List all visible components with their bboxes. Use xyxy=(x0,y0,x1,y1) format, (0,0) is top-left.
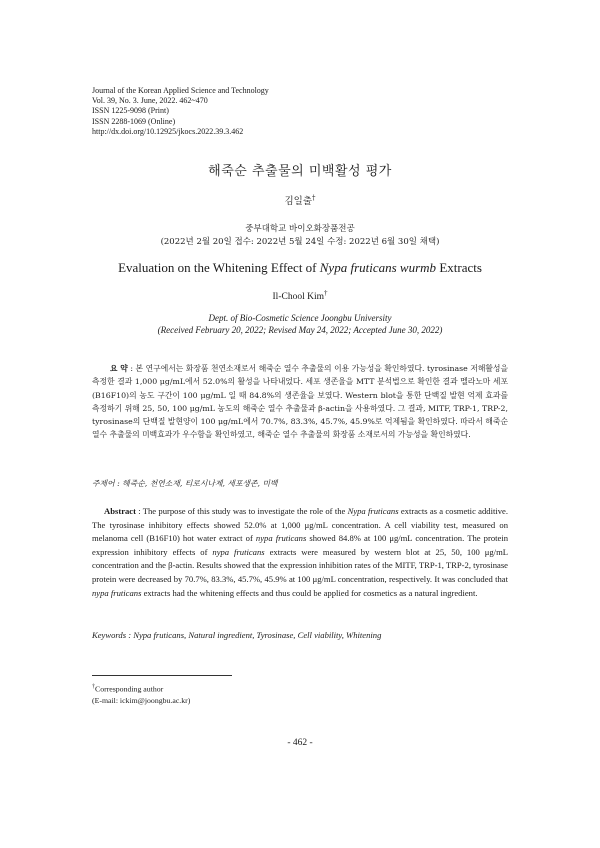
abstract-text: : The purpose of this study was to investigate the role of the xyxy=(135,506,348,516)
title-korean: 해죽순 추출물의 미백활성 평가 xyxy=(208,164,392,179)
author-korean-name: 김일출 xyxy=(284,196,313,207)
abstract-korean-lead: 요 약 xyxy=(110,364,128,373)
footnote-corresponding xyxy=(92,682,190,695)
species-name: nypa fruticans xyxy=(255,533,307,544)
journal-name: Journal of the Korean Applied Science and Technology xyxy=(92,86,269,95)
species-name: Nypa fruticans xyxy=(347,506,399,516)
abstract-text: extracts as a cosmetic additive. The tyrosinase inhibitory effects showed 52.0% at 1,000 μg/mL concentration. A cell viability test, measured on melanoma cell (B16F10) hot water extract of xyxy=(92,506,508,544)
footnote-email[interactable]: (E-mail: ickim@joongbu.ac.kr) xyxy=(92,695,191,705)
page-number: - 462 - xyxy=(287,738,313,748)
footnote-divider xyxy=(92,675,232,676)
keywords-english: Keywords : Nypa fruticans, Natural ingredient, Tyrosinase, Cell viability, Whitening xyxy=(92,630,382,640)
species-name: nypa fruticans xyxy=(212,546,265,557)
journal-header xyxy=(92,86,269,137)
title-english xyxy=(0,260,600,276)
footnote-label: Corresponding author xyxy=(95,684,164,694)
title-english-post: Extracts xyxy=(436,260,482,275)
corresponding-mark: † xyxy=(312,193,316,202)
dates-english: (Received February 20, 2022; Revised May 24, 2022; Accepted June 30, 2022) xyxy=(157,325,443,335)
abstract-text: extracts had the whitening effects and thus could be applied for cosmetics as a natural ingredient. xyxy=(141,587,478,598)
footnote xyxy=(92,682,190,706)
abstract-text: showed 84.8% at 100 μg/mL concentration. The protein expression inhibitory effects of xyxy=(92,533,509,557)
issn-online: ISSN 2288-1069 (Online) xyxy=(92,116,176,126)
title-english-species: Nypa fruticans wurmb xyxy=(319,260,437,275)
author-english xyxy=(0,289,600,302)
journal-volume: Vol. 39, No. 3. June, 2022. 462~470 xyxy=(92,96,208,106)
abstract-english xyxy=(92,505,508,600)
affiliation-korean: 중부대학교 바이오화장품전공 xyxy=(245,224,355,234)
author-korean xyxy=(0,193,600,207)
author-english-name: Il-Chool Kim xyxy=(272,292,324,303)
abstract-english-lead: Abstract xyxy=(104,506,136,516)
abstract-korean xyxy=(92,362,508,442)
doi-link[interactable]: http://dx.doi.org/10.12925/jkocs.2022.39.3.462 xyxy=(92,126,244,136)
dates-korean: (2022년 2월 20일 접수: 2022년 5월 24일 수정: 2022년 6월 30일 채택) xyxy=(160,237,440,247)
affiliation-english: Dept. of Bio-Cosmetic Science Joongbu University xyxy=(208,313,392,323)
abstract-korean-body: : 본 연구에서는 화장품 천연소재로서 해죽순 열수 추출물의 이용 가능성을 확인하였다. tyrosinase 저해활성을 측정한 결과 1,000 μg/mL에서 52.0%의 활성을 나타내었다. 세포 생존율을 MTT 분석법으로 확인한 결과 멜라노마 세포(B16F10)의 농도 구간이 100 μg/mL 일 때 84.8%의 생존율을 보였다. Western blot을 통한 단백질 발현 억제 효과를 측정하기 위해 25, 50, 100 μg/mL 농도의 해죽순 열수 추출물과 β-actin을 사용하였다. 그 결과, MITF, TRP-1, TRP-2, tyrosinase의 단백질 발현양이 100 μg/mL에서 70.7%, 83.3%, 45.7%, 45.9%로 억제됨을 확인하였다. 따라서 해죽순 열수 추출물의 미백효과가 우수함을 확인하였고, 해죽순 열수 추출물의 화장품 소재로서의 가능성을 확인하였다. xyxy=(92,364,508,440)
title-english-pre: Evaluation on the Whitening Effect of xyxy=(118,260,320,275)
abstract-text: extracts were measured by western blot at 25, 50, 100 μg/mL concentration and the β-actin. Results showed that the expression inhibition rates of the MITF, TRP-1, TRP-2, tyrosinase protein were decreased by 70.7%, 83.3%, 45.7%, 45.9% at 100 μg/mL concentration, respectively. It was concluded that xyxy=(92,546,508,584)
issn-print: ISSN 1225-9098 (Print) xyxy=(92,106,169,116)
keywords-korean: 주제어 : 해죽순, 천연소재, 티로시나제, 세포생존, 미백 xyxy=(92,479,278,488)
species-name: nypa fruticans xyxy=(92,587,142,598)
footnote-mark: † xyxy=(92,684,95,690)
corresponding-mark: † xyxy=(323,289,328,297)
